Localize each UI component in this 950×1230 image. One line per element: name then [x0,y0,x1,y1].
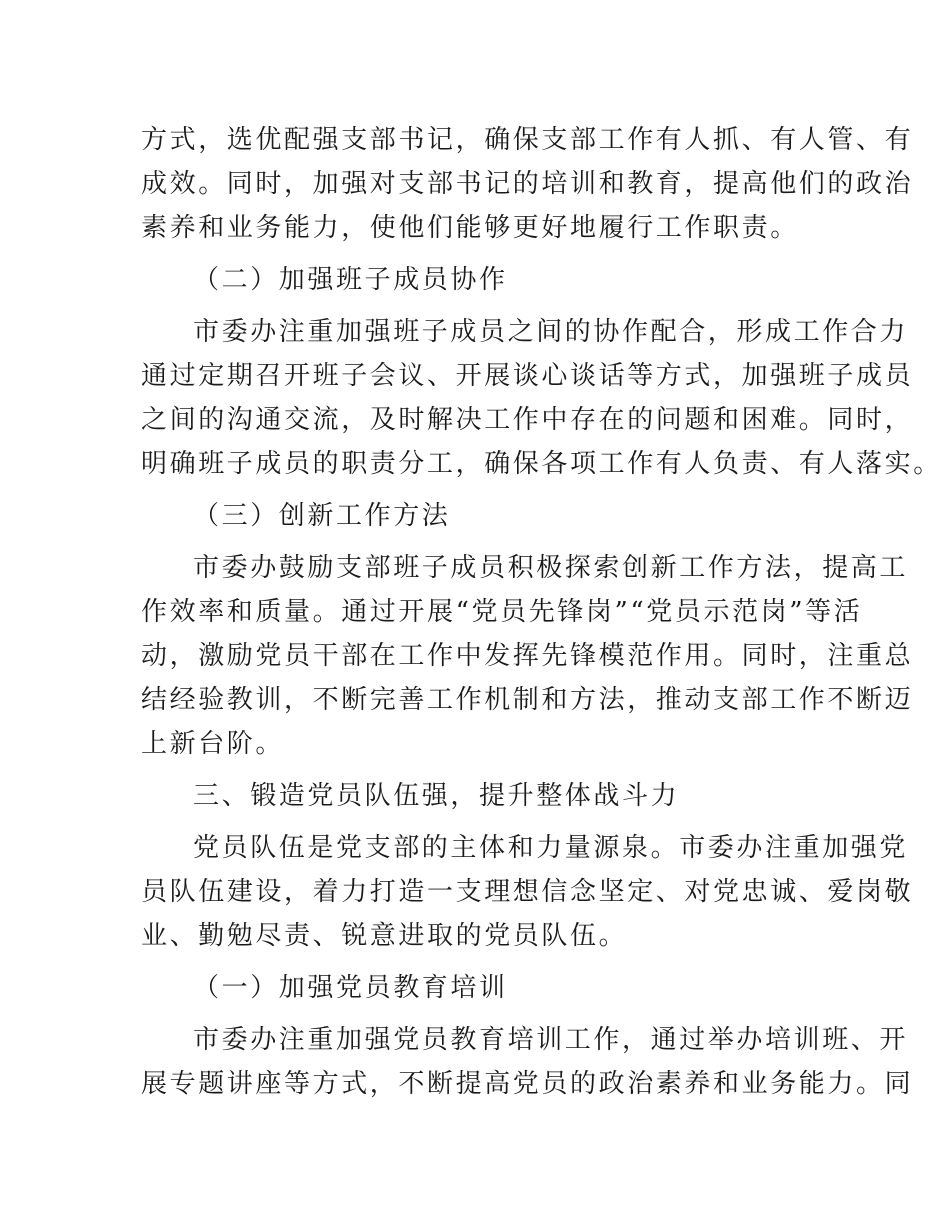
text-line: 市委办鼓励支部班子成员积极探索创新工作方法，提高工 [193,553,909,583]
heading-text: 三、锻造党员队伍强，提升整体战斗力 [193,781,680,811]
text-line: 明确班子成员的职责分工，确保各项工作有人负责、有人落实。 [141,449,942,479]
body-paragraph [141,826,914,958]
text-line: 业、勤勉尽责、锐意进取的党员队伍。 [141,921,628,951]
section-subheading [141,494,831,538]
body-paragraph [141,310,942,486]
text-line: 方式，选优配强支部书记，确保支部工作有人抓、有人管、有 [141,125,914,155]
text-line: 市委办注重加强党员教育培训工作，通过举办培训班、开 [193,1025,909,1055]
section-subheading [141,258,831,302]
document-page [141,118,942,1106]
section-subheading [141,966,831,1010]
text-line: 上新台阶。 [141,729,285,759]
subheading-text: （一）加强党员教育培训 [193,973,508,1003]
subheading-text: （二）加强班子成员协作 [193,265,508,295]
text-line: 展专题讲座等方式，不断提高党员的政治素养和业务能力。同 [141,1069,914,1099]
text-line: 成效。同时，加强对支部书记的培训和教育，提高他们的政治 [141,169,914,199]
text-line: 动，激励党员干部在工作中发挥先锋模范作用。同时，注重总 [141,641,914,671]
subheading-text: （三）创新工作方法 [193,501,451,531]
text-line: 结经验教训，不断完善工作机制和方法，推动支部工作不断迈 [141,685,914,715]
text-line: 素养和业务能力，使他们能够更好地履行工作职责。 [141,213,799,243]
text-line: 之间的沟通交流，及时解决工作中存在的问题和困难。同时， [141,405,914,435]
body-paragraph [141,1018,914,1106]
text-line: 党员队伍是党支部的主体和力量源泉。市委办注重加强党 [193,833,909,863]
text-line: 市委办注重加强班子成员之间的协作配合，形成工作合力 [193,317,909,347]
text-line: 通过定期召开班子会议、开展谈心谈话等方式，加强班子成员 [141,361,914,391]
body-paragraph [141,118,914,250]
section-heading [141,774,831,818]
text-line: 作效率和质量。通过开展“党员先锋岗”“党员示范岗”等活 [141,597,863,627]
body-paragraph [141,546,914,766]
text-line: 员队伍建设，着力打造一支理想信念坚定、对党忠诚、爱岗敬 [141,877,914,907]
